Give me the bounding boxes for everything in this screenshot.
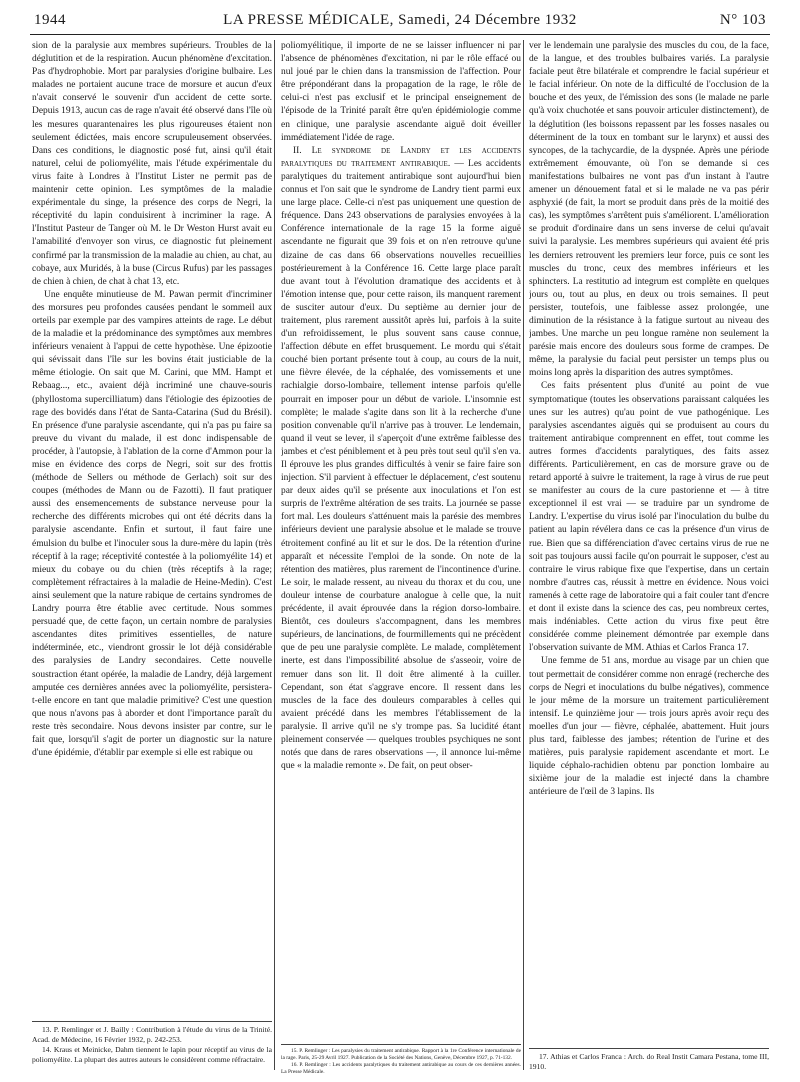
paragraph: Ces faits présentent plus d'unité au point de vue symptomatique (toutes les observations paraissant calquées les unes sur les autres) qu'au point de vue pathogénique. Les paralysies ascendantes aiguës qui se produisent au cours du traitement antirabique comprennent en effet, tout comme les autres formes d'accidents paralytiques, des faits assez différents. Particulièrement, en cas de morsure grave ou de retard apporté à suivre le traitement, la rage à virus de rue peut se manifester au cours de la cure pastorienne et — à titre exceptionnel il est vrai — se traduire par un syndrome de Landry. L'expertise du virus isolé par l'inoculation du bulbe du patient au lapin révélera dans ce cas la présence d'un virus de rue. Bien que sa différenciation d'avec certains virus de rue ne soit pas toujours aussi facile qu'on pourrait le supposer, c'est au contraire le virus rabique fixe que l'expertise, dans un certain nombre d'autres cas, réussit à mettre en évidence. Nous voici ramenés à cette rage de laboratoire qui a fait couler tant d'encre et dont il existe dans la science des cas, peu nombreux certes, mais indéniables. Cette action du virus fixe peut être considérée comme pleinement démontrée par exemple dans l'observation suivante de MM. Athias et Carlos Franca 17. <box>529 381 769 654</box>
header-rule <box>30 34 770 35</box>
footnote: 13. P. Remlinger et J. Bailly : Contribution à l'étude du virus de la Trinité. Acad. de Médecine, 16 Février 1932, p. 242-253. <box>32 1025 272 1044</box>
text-column-1 <box>32 40 272 1016</box>
section-text: — Les accidents paralytiques du traitement antirabique sont aujourd'hui bien connus et l'on sait que le syndrome de Landry tient parmi eux une large place. Celle-ci n'est pas uniquement une question de fréquence. Dans 243 observations de paralysies envoyées à la Conférence internationale de la rage 15 la forme aiguë ascendante ne figurait que 39 fois et on n'en retrouve qu'une dizaine de cas dans 66 observations nouvelles recueillies postérieurement à la Conférence 16. Cette large place paraît due avant tout à l'évolution dramatique des accidents et à l'émotion intense que, pour cette raison, ils manquent rarement de susciter autour d'eux. Du septième au dernier jour de traitement, plus rarement aussitôt après lui, parfois à la suite d'un refroidissement, le plus souvent sans cause connue, l'affection débute en effet brusquement. Le mordu qui s'était couché bien portant présente tout à coup, au cours de la nuit, une fièvre élevée, de la céphalée, des vomissements et une rachialgie dorso-lombaire, tellement intense parfois qu'elle pourrait en imposer pour un début de variole. L'insomnie est complète; le malade s'agite dans son lit à la recherche d'une position convenable qu'il n'arrive pas à trouver. Le lendemain, quand il veut se lever, il s'aperçoit d'une extrême faiblesse des jambes et c'est péniblement et à peu près tout seul qu'il s'en va. Il éprouve les plus grandes difficultés à venir se faire faire son injection. S'il parvient à effectuer le déplacement, c'est soutenu par deux aides qu'il se présente aux inoculations et l'on est surpris de l'extrême altération de ses traits. La journée se passe fort mal. Les douleurs s'atténuent mais la parésie des membres inférieurs devient une paralysie absolue et le malade se trouve étroitement confiné au lit et sur le dos. De la rétention d'urine apparaît et nécessite l'emploi de la sonde. On note de la rétention des matières, plus rarement de l'incontinence d'urine. Le soir, le malade ressent, au niveau du thorax et du cou, une douleur intense de courbature analogue à celle que, la nuit précédente, il avait éprouvée dans la région dorso-lombaire. Bientôt, ces douleurs s'accompagnent, dans les membres supérieurs, de lancinations, de fourmillements qui ne précèdent que de peu une paralysie complète. Le malade, complètement inerte, est dans l'impossibilité absolue de s'asseoir, voire de remuer dans son lit. Il doit être alimenté à la cuiller. Cependant, son état s'aggrave encore. Il ressent dans les muscles de la face des douleurs comparables à celles qui avaient précédé dans les membres l'établissement de la paralysie. Il arrive qu'il ne s'y trompe pas. Sa lucidité étant pleinement conservée — quelques troubles psychiques ne sont notés que dans de rares observations —, il annonce lui-même que « la maladie remonte ». De fait, on peut obser- <box>281 158 521 772</box>
issue-number: N° 103 <box>719 12 766 28</box>
footnotes-column-1 <box>32 1021 272 1065</box>
paragraph: ver le lendemain une paralysie des muscles du cou, de la face, de la langue, et des troubles bulbaires variés. La paralysie faciale peut être bilatérale et comprendre le facial supérieur et le facial inférieur. On note de la difficulté de l'occlusion de la bouche et des yeux, de l'émission des sons (le malade ne parle qu'à voix chuchotée et sans pouvoir articuler distinctement), de la déglutition (les boissons repassent par les fosses nasales ou déterminent de la toux en tombant sur le larynx) et aussi des syncopes, de la tachycardie, de la dyspnée. Après une période extrêmement émouvante, où l'on se demande si ces manifestations bulbaires ne vont pas d'un instant à l'autre amener un dénouement fatal et si le malade ne va pas périr asphyxié (de fait, la mort se produit dans près de la moitié des cas), les symptômes s'arrêtent puis s'améliorent. L'amélioration se produit d'ordinaire dans un sens inverse de celui qu'avait suivi la paralysie. Les membres supérieurs qui avaient été pris les derniers retrouvent les premiers leur force, puis ce sont les muscles du tronc, ceux des membres inférieurs et les sphincters. La restitutio ad integrum est complète en quelques jours ou, tout au plus, en deux ou trois semaines. Il peut persister, toutefois, une faiblesse assez prolongée, une diminution de la résistance à la fatigue surtout au niveau des jambes. Une marche un peu longue ramène non seulement la parésie mais encore des douleurs sous forme de crampes. De même, la paralysie du facial peut persister un temps plus ou moins long après la disparition des autres symptômes. <box>529 41 769 379</box>
footnote: 16. P. Remlinger : Les accidents paralytiques du traitement antirabique au cours de ces dernières années. La Presse Médicale. <box>281 1062 521 1076</box>
column-divider <box>274 40 275 1070</box>
paragraph: Une enquête minutieuse de M. Pawan permit d'incriminer des morsures peu profondes causées pendant le sommeil aux orteils par exemple par des vampires atteints de rage. Le début de la maladie et la prédominance des symptômes aux membres inférieurs venaient à l'appui de cette hypothèse. Une épizootie qui sévissait dans l'île sur les bovins était justiciable de la même étiologie. On sait que M. Carini, que MM. Hampt et Rebaag..., etc., avaient déjà incriminé une chauve-souris (phyllostoma supercilliatum) dans l'étiologie des épizooties de rage des bovidés dans l'état de Santa-Catarina (Sud du Brésil). En présence d'une paralysie ascendante, qui n'a pas pu faire sa preuve du vivant du malade, il est donc indispensable de procéder, à l'autopsie, à l'ablation de la corne d'Ammon pour la mise en évidence des corps de Negri, soit sur des frottis (méthode de Sellers ou méthode de Gerlach) soit sur des coupes (méthodes de Mann ou de Fazotti). Il faut pratiquer aussi des ensemencements de substance nerveuse pour la recherche des différents microbes qui ont été décrits dans la paralysie ascendante. Enfin et surtout, il faut faire une émulsion du bulbe et l'inoculer sous la dure-mère du lapin (très réceptif à la rage; réceptivité contestée à la poliomyélite 14) et mieux du cobaye ou du chien (très réceptifs à la rage; complètement réfractaires à la maladie de Heine-Medin). C'est ainsi seulement que la nature rabique de certains syndromes de Landry pourra être établie avec certitude. Nous sommes persuadé que, de cette façon, un certain nombre de paralysies ascendantes dites primitives essentielles, de nature indéterminée, etc., viendront grossir le lot déjà considérable des paralysies de Landry secondaires. Cette nouvelle soustraction étant opérée, la maladie de Landry, déjà largement amputée ces dernières années avec la poliomyélite, persistera-t-elle encore en tant que maladie primitive? C'est une question que nous n'avons pas à aborder et dont l'importance paraît du reste très secondaire. Nous devons insister par contre, sur le fait que, lorsqu'il s'agit de porter un diagnostic sur la nature d'une épidémie, d'établir par exemple si elle est rabique ou <box>32 289 272 759</box>
journal-title: LA PRESSE MÉDICALE, Samedi, 24 Décembre 1932 <box>223 12 577 28</box>
text-column-2 <box>281 40 521 1040</box>
paragraph: Une femme de 51 ans, mordue au visage par un chien que tout permettait de considérer comme non enragé (recherche des corps de Negri et inoculations du bulbe négatives), commence le jour même de la morsure un traitement particulièrement intensif. Le quinzième jour — trois jours après avoir reçu des moelles d'un jour — fièvre, céphalée, abattement. Huit jours plus tard, faiblesse des jambes; rétention de l'urine et des matières, puis paralysie rapidement ascendante et mort. Le liquide céphalo-rachidien obtenu par ponction lombaire au sixième jour de la maladie est injecté dans la chambre antérieure de l'œil de 3 lapins. Ils <box>529 656 769 798</box>
footnote: 17. Athias et Carlos Franca : Arch. do Real Instit Camara Pestana, tome III, 1910. <box>529 1052 769 1071</box>
column-divider <box>523 40 524 1070</box>
section-heading: II. Le syndrome de Landry et les accidents paralytiques du traitement antirabique. <box>281 145 521 169</box>
text-column-3 <box>529 40 769 1034</box>
footnote: 14. Kraus et Meinicke, Dahm tiennent le lapin pour réceptif au virus de la poliomyélite. La plupart des autres auteurs le considèrent comme réfractaire. <box>32 1045 272 1064</box>
footnotes-column-3 <box>529 1048 769 1072</box>
running-header <box>30 12 770 34</box>
footnote-rule <box>529 1048 769 1049</box>
section-paragraph <box>281 145 521 774</box>
footnote: 15. P. Remlinger : Les paralysies du traitement antirabique. Rapport à la 1re Conférence internationale de la rage. Paris, 25-29 Avril 1927. Publication de la Société des Nations, Genève, Décembre 1927, p. 71-132. <box>281 1048 521 1062</box>
footnote-rule <box>32 1021 272 1022</box>
footnotes-column-2 <box>281 1044 521 1077</box>
paragraph: sion de la paralysie aux membres supérieurs. Troubles de la déglutition et de la respiration. Aucun phénomène d'excitation. Pas d'hydrophobie. Mort par paralysies d'origine bulbaire. Les malades ne portaient aucune trace de morsure et aucun d'eux n'avait conservé le souvenir d'un accident de cette sorte. Depuis 1913, aucun cas de rage n'avait été observé dans l'île où les mesures quarantenaires les plus rigoureuses étaient non seulement édictées, mais encore scrupuleusement observées. Dans ces conditions, le diagnostic posé fut, ainsi qu'il était naturel, celui de poliomyélite, mais l'étude expérimentale du virus faite à Londres à l'Institut Lister ne permit pas de maintenir cette opinion. Les symptômes de la maladie expérimentale du singe, la présence des corps de Negri, la réceptivité du lapin conduisirent à incriminer la rage. A l'Institut Pasteur de Tanger où M. le Dr Weston Hurst avait eu l'amabilité d'envoyer son virus, ce diagnostic fut pleinement confirmé par la transmission de la maladie au chien, au chat, au cobaye, aux Muridés, à la buse (Circus Rufus) par les passages de chien à chien, de chat à chat 13, etc. <box>32 41 272 287</box>
paragraph: poliomyélitique, il importe de ne se laisser influencer ni par l'absence de phénomènes d'excitation, ni par le rôle effacé ou nul joué par le chien dans la transmission de l'affection. Pour être prépondérant dans la propagation de la rage, le rôle de celui-ci n'est pas exclusif et le principal enseignement de l'épisode de la Trinité paraît être qu'en épidémiologie comme en clinique, une paralysie ascendante aiguë doit éveiller immédiatement l'idée de rage. <box>281 41 521 143</box>
footnote-rule <box>281 1044 521 1045</box>
page-number: 1944 <box>34 12 66 28</box>
